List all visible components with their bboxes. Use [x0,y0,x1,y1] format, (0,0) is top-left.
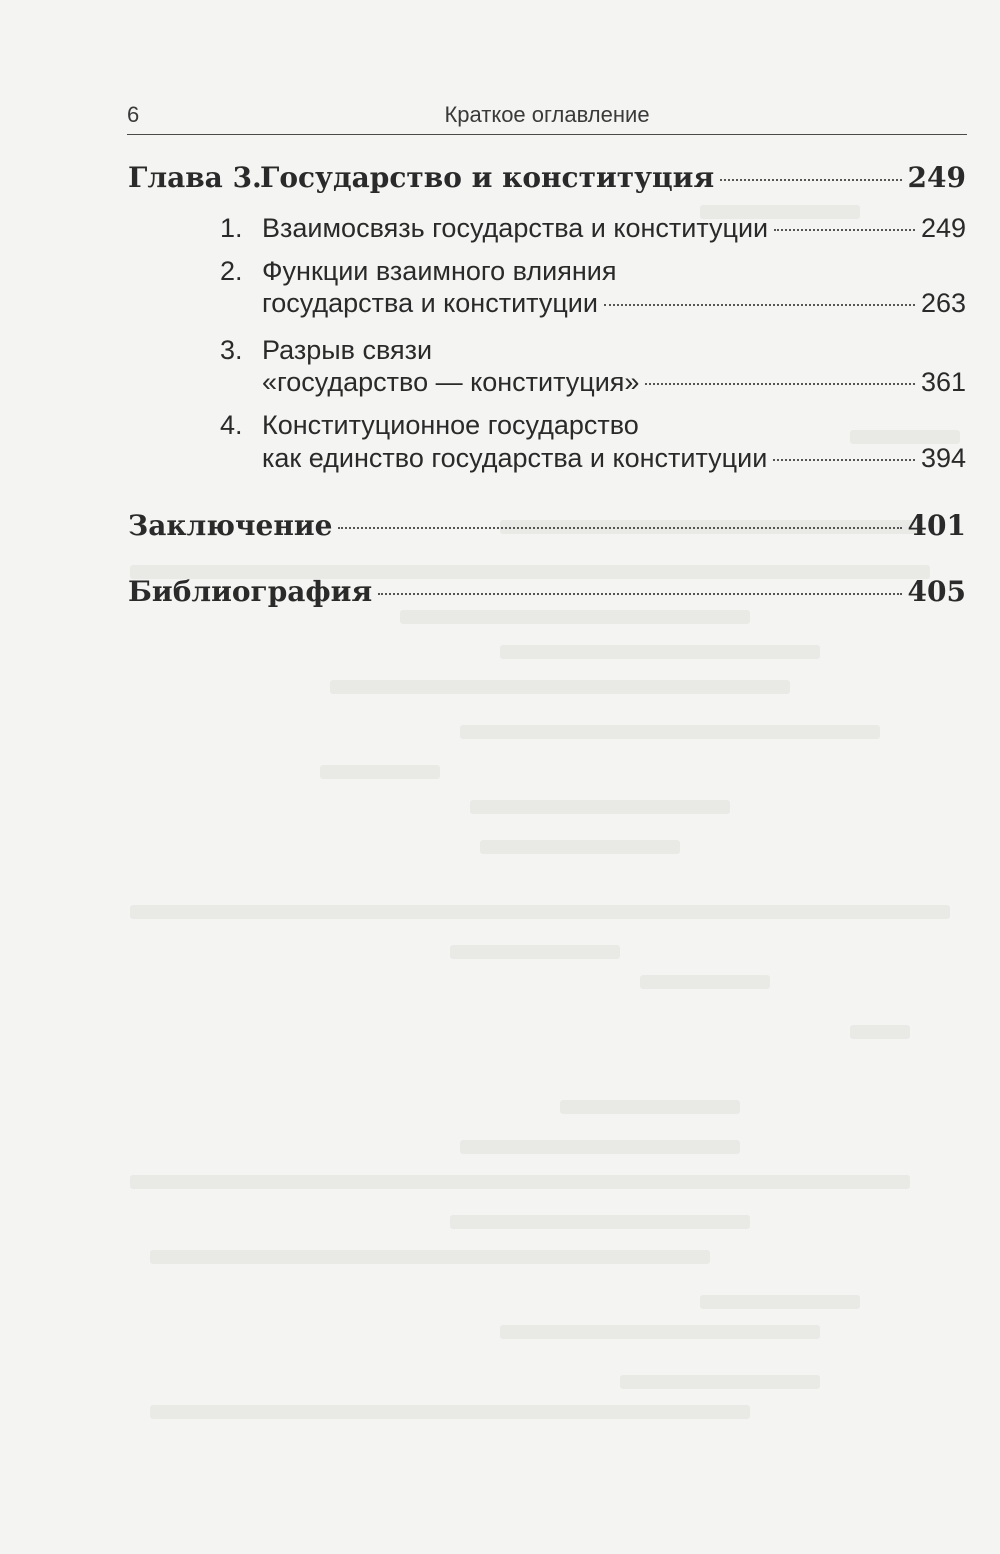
section-title-line: Разрыв связи [262,335,433,365]
dot-leader [645,383,914,385]
section-title-line: Взаимосвязь государства и конституции [262,213,769,243]
toc-chapter-entry [128,161,966,195]
dot-leader [774,229,915,231]
dot-leader [604,304,915,306]
section-number: 2. [220,256,243,286]
header-divider [127,134,967,135]
toc-section-continuation [262,441,966,475]
backmatter-page-number: 401 [907,509,966,542]
section-number: 1. [220,213,243,243]
toc-section-continuation [262,286,966,320]
dot-leader [720,179,901,181]
toc-section-entry [220,254,966,288]
chapter-title: Государство и конституция [260,161,715,194]
dot-leader [773,459,915,461]
section-title-line: Конституционное государство [262,410,639,440]
section-page-number: 394 [920,443,966,473]
running-title: Краткое оглавление [444,102,650,127]
toc-section-entry [220,211,966,245]
backmatter-title: Библиография [128,575,373,608]
dot-leader [338,527,901,529]
section-page-number: 361 [920,367,966,397]
section-number: 3. [220,335,243,365]
toc-backmatter-entry [128,509,966,543]
section-title-line: Функции взаимного влияния [262,256,617,286]
section-page-number: 263 [920,288,966,318]
toc-section-entry [220,333,966,367]
chapter-page-number: 249 [907,161,966,194]
running-header [127,102,967,136]
backmatter-title: Заключение [128,509,333,542]
dot-leader [378,593,901,595]
section-title-line: государства и конституции [262,288,598,318]
toc-section-entry [220,408,966,442]
page-number: 6 [127,102,140,127]
toc-backmatter-entry [128,575,966,609]
section-title-line: «государство — конституция» [262,367,640,397]
backmatter-page-number: 405 [907,575,966,608]
section-title-line: как единство государства и конституции [262,443,768,473]
section-number: 4. [220,410,243,440]
toc-section-continuation [262,365,966,399]
chapter-prefix: Глава 3. [128,161,262,194]
section-page-number: 249 [920,213,966,243]
